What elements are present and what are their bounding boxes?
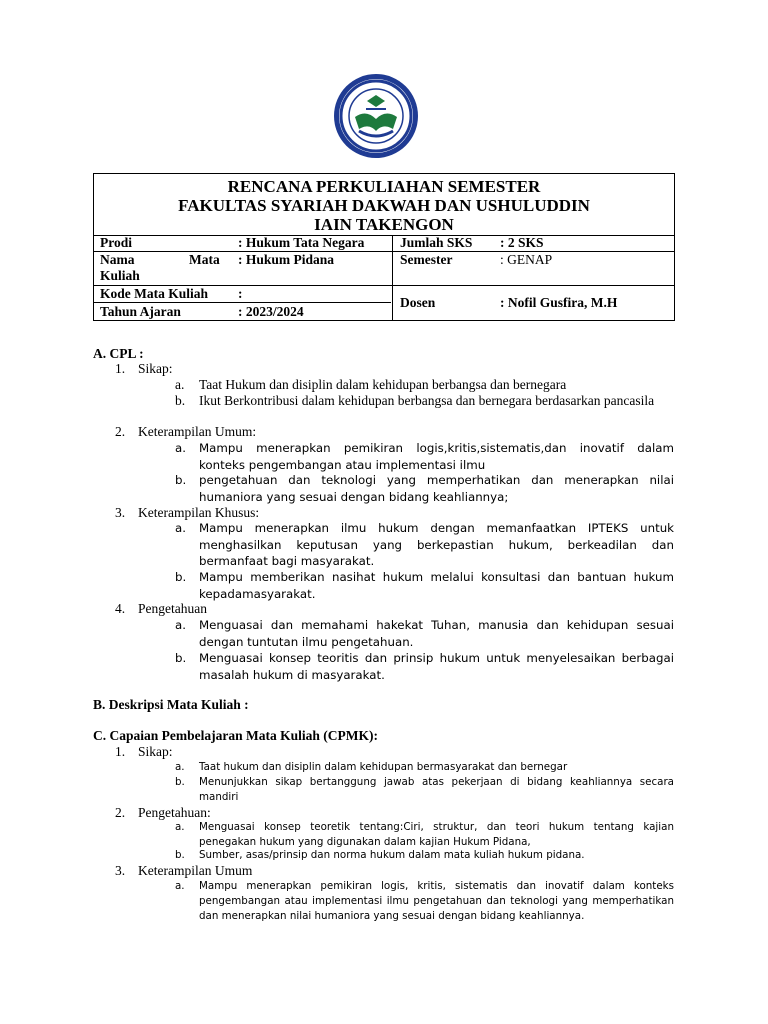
list-item: b. pengetahuan dan teknologi yang memperhatikan dan menerapkan nilai humaniora yang sesuai dengan bidang keahliannya; [175, 473, 674, 504]
cpmk-group-1-title: 1. Sikap: [115, 744, 173, 759]
title-line-2: FAKULTAS SYARIAH DAKWAH DAN USHULUDDIN [178, 196, 590, 215]
semester-value: : GENAP [500, 252, 553, 267]
kode-label: Kode Mata Kuliah [100, 286, 209, 301]
deskripsi-heading: B. Deskripsi Mata Kuliah : [93, 697, 249, 712]
tahun-label: Tahun Ajaran [100, 304, 181, 319]
list-item: a. Mampu menerapkan pemikiran logis,kritis,sistematis,dan inovatif dalam konteks pengembangan atau implementasi ilmu [175, 441, 674, 472]
header-table [93, 173, 675, 321]
list-item: a. Menguasai konsep teoretik tentang:Ciri, struktur, dan teori hukum tentang kajian penegakan hukum yang digunakan dalam kajian Hukum Pidana, [175, 821, 674, 848]
kode-value: : [238, 286, 243, 301]
cpmk-group-2-title: 2. Pengetahuan: [115, 805, 211, 820]
semester-label: Semester [400, 252, 453, 267]
nama-value: : Hukum Pidana [238, 252, 335, 267]
tahun-value: : 2023/2024 [238, 304, 304, 319]
cpmk-heading: C. Capaian Pembelajaran Mata Kuliah (CPMK): [93, 728, 378, 743]
title-line-3: IAIN TAKENGON [314, 215, 454, 234]
list-item: a. Taat Hukum dan disiplin dalam kehidupan berbangsa dan bernegara [175, 377, 567, 392]
cpl-group-1-title: 1. Sikap: [115, 361, 173, 376]
nama-label: Nama [100, 252, 135, 267]
iain-takengon-logo [333, 73, 419, 159]
list-item: b. Ikut Berkontribusi dalam kehidupan berbangsa dan bernegara berdasarkan pancasila [175, 393, 655, 408]
course-info-grid [94, 235, 674, 321]
cpl-group-3-title: 3. Keterampilan Khusus: [115, 505, 260, 520]
logo-emblem-icon [333, 73, 419, 159]
header-titles [94, 174, 674, 235]
list-item: a. Taat hukum dan disiplin dalam kehidupan bermasyarakat dan bernegar [175, 761, 568, 773]
nama-label-kuliah: Kuliah [100, 268, 140, 283]
nama-label-mata: Mata [189, 252, 220, 267]
title-line-1: RENCANA PERKULIAHAN SEMESTER [227, 177, 541, 196]
list-item: b. Sumber, asas/prinsip dan norma hukum dalam mata kuliah hukum pidana. [175, 849, 585, 861]
dosen-value: : Nofil Gusfira, M.H [500, 295, 618, 310]
prodi-value: : Hukum Tata Negara [238, 235, 365, 250]
list-item: a. Menguasai dan memahami hakekat Tuhan, manusia dan kehidupan sesuai dengan tuntutan ilmu pengetahuan. [175, 618, 674, 649]
list-item: a. Mampu menerapkan pemikiran logis, kritis, sistematis dan inovatif dalam konteks pengembangan atau implementasi ilmu pengetahuan dan teknologi yang memperhatikan dan menerapkan nilai humaniora yang sesuai dengan bidang keahliannya. [175, 880, 674, 922]
cpl-heading: A. CPL : [93, 346, 144, 361]
list-item: b. Menguasai konsep teoritis dan prinsip hukum untuk menyelesaikan berbagai masalah hukum di masyarakat. [175, 651, 674, 682]
cpl-group-4-title: 4. Pengetahuan [115, 601, 207, 616]
cpl-group-2-title: 2. Keterampilan Umum: [115, 424, 257, 439]
list-item: b. Menunjukkan sikap bertanggung jawab atas pekerjaan di bidang keahliannya secara mandiri [175, 776, 674, 803]
sks-value: : 2 SKS [500, 235, 544, 250]
dosen-label: Dosen [400, 295, 436, 310]
cpmk-group-3-title: 3. Keterampilan Umum [115, 863, 253, 878]
list-item: a. Mampu menerapkan ilmu hukum dengan memanfaatkan IPTEKS untuk menghasilkan keputusan yang berkepastian hukum, berkeadilan dan bermanfaat bagi masyarakat. [175, 521, 674, 568]
sks-label: Jumlah SKS [400, 235, 473, 250]
prodi-label: Prodi [100, 235, 133, 250]
list-item: b. Mampu memberikan nasihat hukum melalui konsultasi dan bantuan hukum kepadamasyarakat. [175, 570, 674, 601]
